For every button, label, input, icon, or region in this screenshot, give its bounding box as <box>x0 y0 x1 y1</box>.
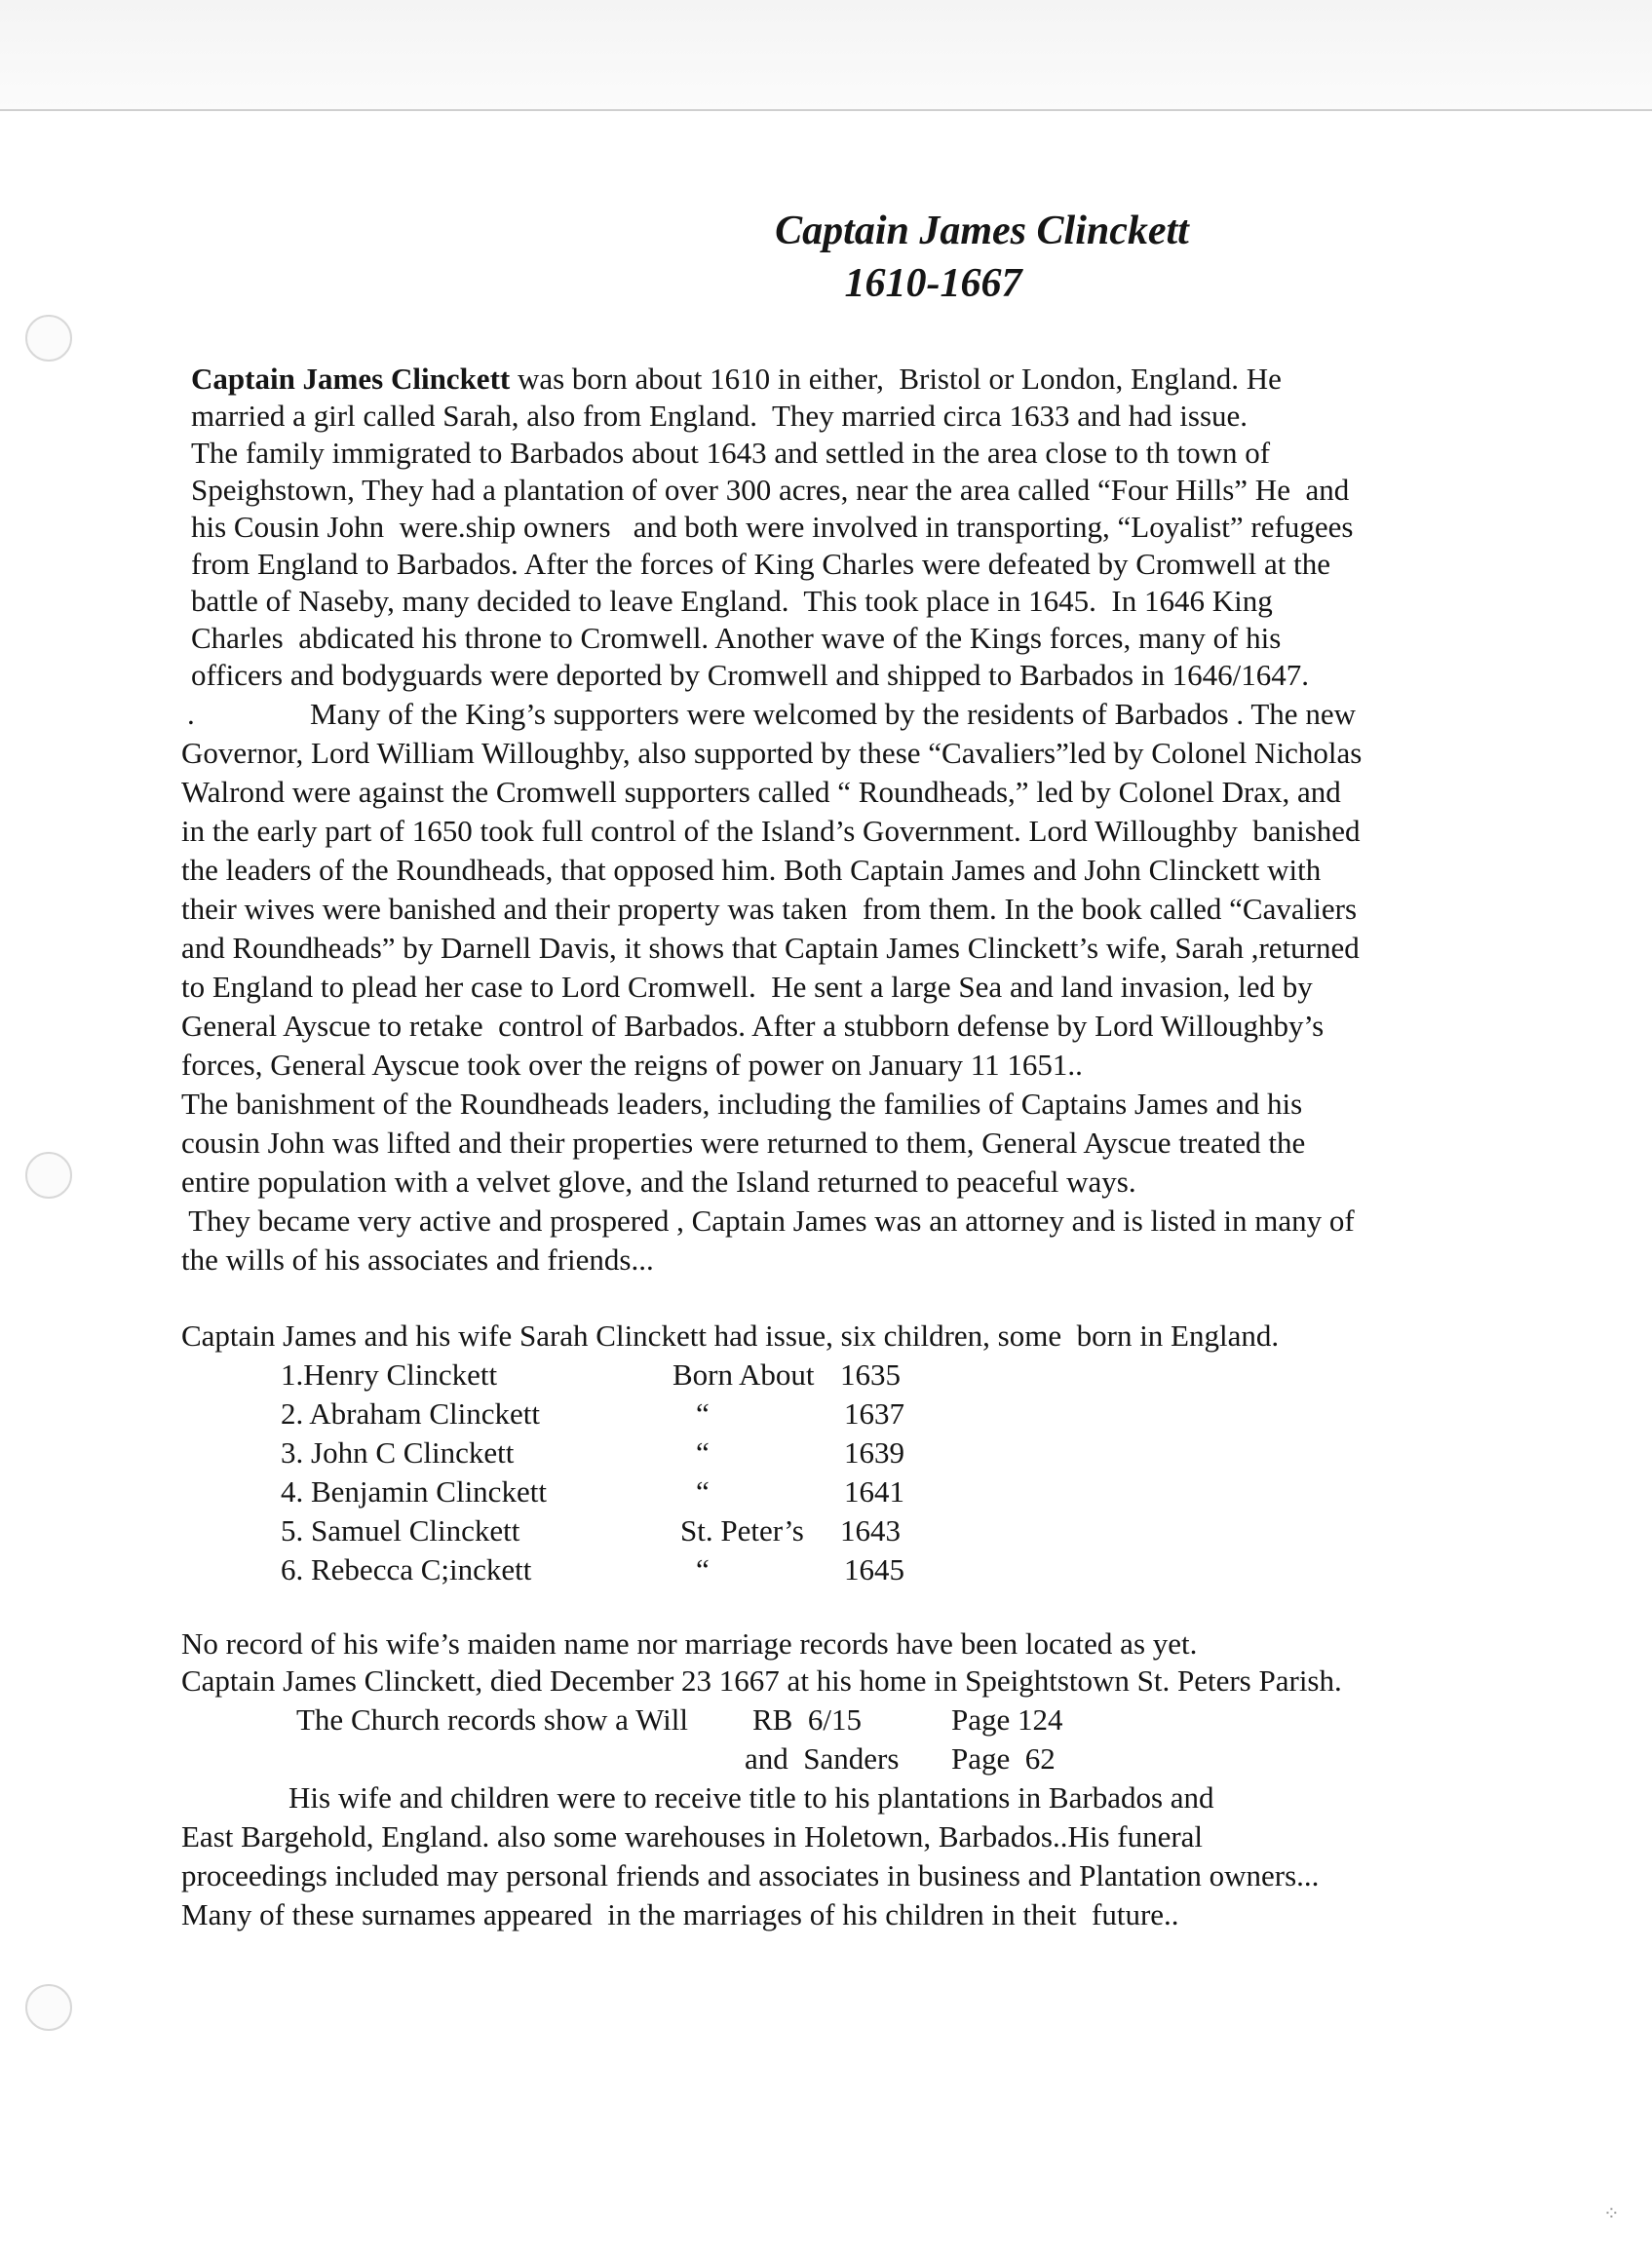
final-line-2: East Bargehold, England. also some warehouses in Holetown, Barbados..His funeral <box>181 1819 1204 1854</box>
paragraph2-line-14: They became very active and prospered , Captain James was an attorney and is listed in many of <box>181 1204 1355 1238</box>
document-dates: 1610-1667 <box>844 261 1022 306</box>
final-line-3: proceedings included may personal friends and associates in business and Plantation owners... <box>181 1858 1320 1892</box>
paragraph2-line-7: and Roundheads” by Darnell Davis, it shows that Captain James Clinckett’s wife, Sarah ,returned <box>181 931 1360 965</box>
final-line-1: His wife and children were to receive title to his plantations in Barbados and <box>288 1780 1214 1815</box>
child-birth-place: “ <box>696 1435 710 1470</box>
closing-line-2: Captain James Clinckett, died December 23 1667 at his home in Speightstown St. Peters Parish. <box>181 1663 1342 1698</box>
child-birth-place: St. Peter’s <box>680 1513 804 1548</box>
binder-hole-top <box>25 315 72 362</box>
will-record-text: The Church records show a Will <box>296 1702 688 1737</box>
final-line-4: Many of these surnames appeared in the marriages of his children in theit future.. <box>181 1897 1179 1931</box>
child-birth-place: “ <box>696 1474 710 1509</box>
scan-top-edge <box>0 0 1652 111</box>
paragraph1-line-5: his Cousin John were.ship owners and both were involved in transporting, “Loyalist” refugees <box>191 510 1354 544</box>
scan-smudge: ⁘ <box>1603 2203 1620 2225</box>
paragraph2-line-4: in the early part of 1650 took full control of the Island’s Government. Lord Willoughby banished <box>181 814 1361 848</box>
paragraph1-line-1-text: was born about 1610 in either, Bristol or London, England. He <box>510 362 1282 396</box>
subject-name-bold: Captain James Clinckett <box>191 362 511 396</box>
child-name: 5. Samuel Clinckett <box>281 1513 520 1548</box>
child-birth-year: 1639 <box>844 1435 904 1470</box>
paragraph1-line-8: Charles abdicated his throne to Cromwell. Another wave of the Kings forces, many of his <box>191 621 1282 655</box>
child-birth-place: “ <box>696 1552 710 1586</box>
children-intro: Captain James and his wife Sarah Clinckett had issue, six children, some born in England. <box>181 1319 1280 1353</box>
paragraph1-line-4: Speighstown, They had a plantation of over 300 acres, near the area called “Four Hills” He and <box>191 473 1350 507</box>
child-name: 3. John C Clinckett <box>281 1435 515 1470</box>
paragraph2-line-5: the leaders of the Roundheads, that opposed him. Both Captain James and John Clinckett with <box>181 853 1322 887</box>
child-birth-year: 1641 <box>844 1474 904 1509</box>
child-birth-year: 1637 <box>844 1396 904 1431</box>
child-name: 2. Abraham Clinckett <box>281 1396 541 1431</box>
paragraph1-line-2: married a girl called Sarah, also from England. They married circa 1633 and had issue. <box>191 399 1249 433</box>
will-record-ref-2: and Sanders <box>745 1741 900 1776</box>
paragraph2-line-13: entire population with a velvet glove, and the Island returned to peaceful ways. <box>181 1165 1136 1199</box>
paragraph1-line-9: officers and bodyguards were deported by Cromwell and shipped to Barbados in 1646/1647. <box>191 658 1310 692</box>
will-record-page-2: Page 62 <box>951 1741 1056 1776</box>
child-birth-place: “ <box>696 1396 710 1431</box>
paragraph2-line-1: Many of the King’s supporters were welcomed by the residents of Barbados . The new <box>310 697 1356 731</box>
child-name: 4. Benjamin Clinckett <box>281 1474 547 1509</box>
child-birth-year: 1643 <box>840 1513 901 1548</box>
will-record-ref: RB 6/15 <box>752 1702 862 1737</box>
paragraph1-line-1 <box>191 361 1282 398</box>
child-name: 1.Henry Clinckett <box>281 1357 498 1392</box>
paragraph2-line-12: cousin John was lifted and their properties were returned to them, General Ayscue treated the <box>181 1126 1306 1160</box>
closing-line-1: No record of his wife’s maiden name nor marriage records have been located as yet. <box>181 1626 1198 1661</box>
paragraph2-line-10: forces, General Ayscue took over the reigns of power on January 11 1651.. <box>181 1048 1083 1082</box>
paragraph2-line-15: the wills of his associates and friends... <box>181 1242 654 1277</box>
child-name: 6. Rebecca C;inckett <box>281 1552 532 1586</box>
child-birth-year: 1635 <box>840 1357 901 1392</box>
paragraph2-marker: . <box>187 697 195 731</box>
paragraph1-line-7: battle of Naseby, many decided to leave England. This took place in 1645. In 1646 King <box>191 584 1273 618</box>
paragraph2-line-3: Walrond were against the Cromwell supporters called “ Roundheads,” led by Colonel Drax, and <box>181 775 1341 809</box>
paragraph2-line-8: to England to plead her case to Lord Cromwell. He sent a large Sea and land invasion, led by <box>181 970 1313 1004</box>
paragraph2-line-6: their wives were banished and their property was taken from them. In the book called “Cavaliers <box>181 892 1358 926</box>
paragraph2-line-2: Governor, Lord William Willoughby, also supported by these “Cavaliers”led by Colonel Nicholas <box>181 736 1363 770</box>
paragraph1-line-3: The family immigrated to Barbados about 1643 and settled in the area close to th town of <box>191 436 1271 470</box>
child-birth-year: 1645 <box>844 1552 904 1586</box>
paragraph2-line-9: General Ayscue to retake control of Barbados. After a stubborn defense by Lord Willoughby’s <box>181 1009 1325 1043</box>
paragraph2-line-11: The banishment of the Roundheads leaders, including the families of Captains James and his <box>181 1087 1303 1121</box>
binder-hole-bottom <box>25 1984 72 2031</box>
binder-hole-middle <box>25 1152 72 1199</box>
will-record-page: Page 124 <box>951 1702 1063 1737</box>
paragraph1-line-6: from England to Barbados. After the forces of King Charles were defeated by Cromwell at the <box>191 547 1331 581</box>
child-birth-place: Born About <box>672 1357 815 1392</box>
document-title: Captain James Clinckett <box>775 209 1189 253</box>
